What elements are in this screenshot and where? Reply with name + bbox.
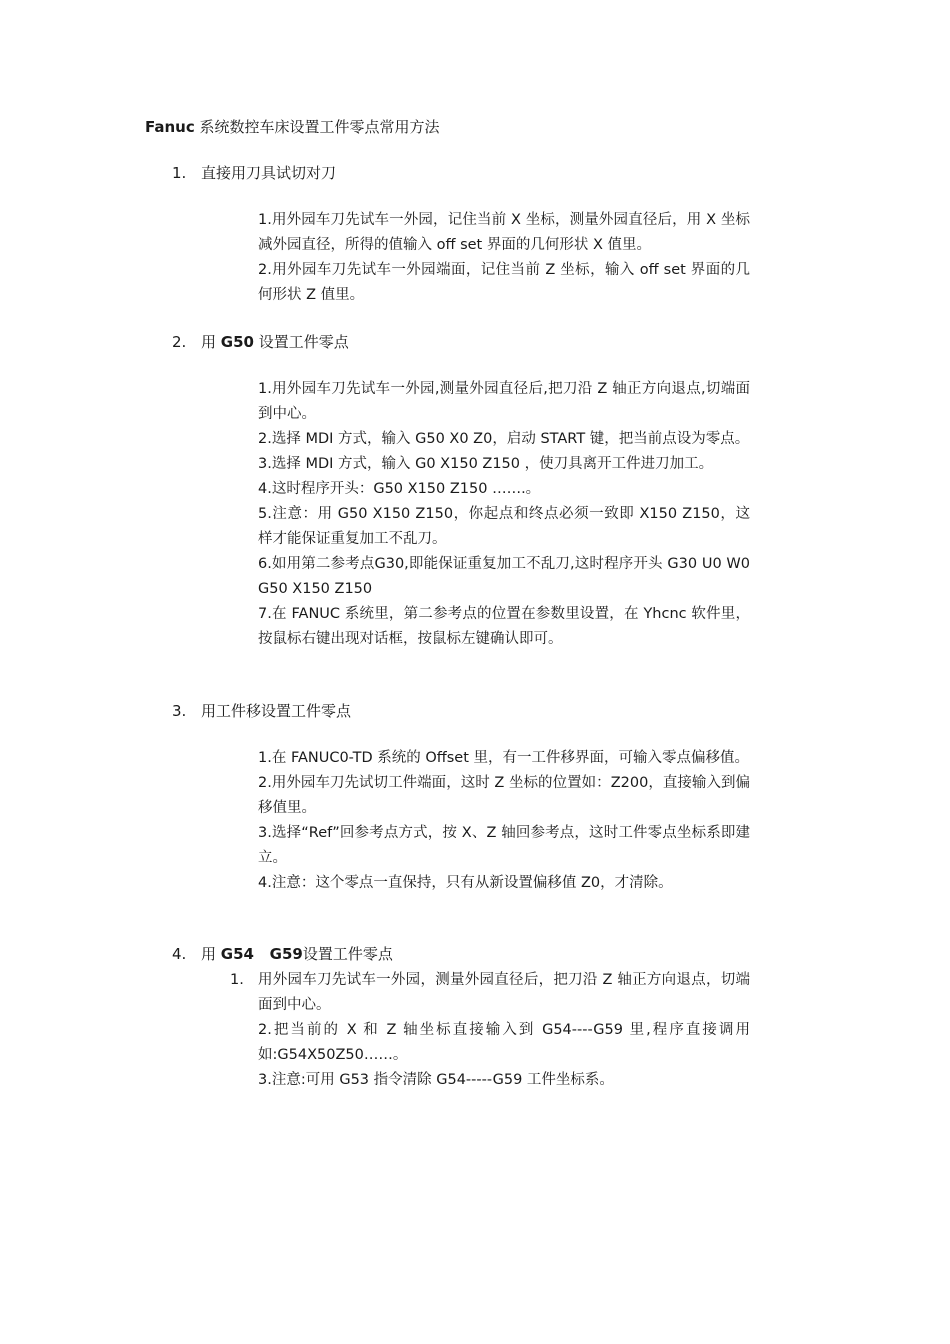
section-prefix: 用 [201,945,221,963]
list-item: 2.用外园车刀先试车一外园端面，记住当前 Z 坐标，输入 off set 界面的几何形状 Z 值里。 [258,262,750,303]
list-item: 1.在 FANUC0-TD 系统的 Offset 里，有一工件移界面，可输入零点偏移值。 [258,750,749,766]
section-prefix: 用工件移设置工件零点 [201,702,352,720]
list-item: 3.选择 MDI 方式，输入 G0 X150 Z150 ，使刀具离开工件进刀加工。 [258,456,714,472]
section-bold: G50 [220,333,254,351]
list-item: 6.如用第二参考点G30,即能保证重复加工不乱刀,这时程序开头 G30 U0 W0 G50 X150 Z150 [258,556,750,597]
section-3-items [258,746,750,896]
section-number: 1. [172,164,187,182]
section-prefix: 直接用刀具试切对刀 [201,164,337,182]
section-1-items [258,208,750,308]
section-4-items [258,1018,750,1093]
section-heading-1 [172,162,336,184]
list-item: 2.用外园车刀先试切工件端面，这时 Z 坐标的位置如：Z200，直接输入到偏移值里。 [258,775,750,816]
section-suffix: 设置工件零点 [253,333,349,351]
list-item: 7.在 FANUC 系统里，第二参考点的位置在参数里设置，在 Yhcnc 软件里，按鼠标右键出现对话框，按鼠标左键确认即可。 [258,606,750,647]
title-brand: Fanuc [145,118,195,136]
list-item: 4.注意：这个零点一直保持，只有从新设置偏移值 Z0，才清除。 [258,875,673,891]
list-item: 3.注意:可用 G53 指令清除 G54-----G59 工件坐标系。 [258,1072,614,1088]
section-number: 2. [172,333,187,351]
section-number: 4. [172,945,187,963]
section-prefix: 用 [201,333,221,351]
document-title [145,116,440,138]
section-4-first-item [230,968,750,1018]
list-item-number: 1. [230,972,244,988]
section-suffix: 设置工件零点 [302,945,393,963]
title-text: 系统数控车床设置工件零点常用方法 [194,118,440,136]
list-item: 1.用外园车刀先试车一外园，记住当前 X 坐标，测量外园直径后，用 X 坐标减外园直径，所得的值输入 off set 界面的几何形状 X 值里。 [258,212,750,253]
section-bold: G54 G59 [220,945,303,963]
list-item: 2.选择 MDI 方式，输入 G50 X0 Z0，启动 START 键，把当前点设为零点。 [258,431,750,447]
list-item: 1.用外园车刀先试车一外园,测量外园直径后,把刀沿 Z 轴正方向退点,切端面到中心。 [258,381,750,422]
list-item: 4.这时程序开头：G50 X150 Z150 …….。 [258,481,541,497]
list-item: 用外园车刀先试车一外园，测量外园直径后，把刀沿 Z 轴正方向退点，切端面到中心。 [258,972,750,1013]
list-item: 5.注意：用 G50 X150 Z150，你起点和终点必须一致即 X150 Z150，这样才能保证重复加工不乱刀。 [258,506,750,547]
section-heading-4 [172,943,393,965]
section-heading-3 [172,700,351,722]
section-number: 3. [172,702,187,720]
list-item: 3.选择“Ref”回参考点方式，按 X、Z 轴回参考点，这时工件零点坐标系即建立。 [258,825,750,866]
section-heading-2 [172,331,349,353]
section-2-items [258,377,750,652]
list-item: 2.把当前的 X 和 Z 轴坐标直接输入到 G54----G59 里,程序直接调用如:G54X50Z50……。 [258,1022,750,1063]
